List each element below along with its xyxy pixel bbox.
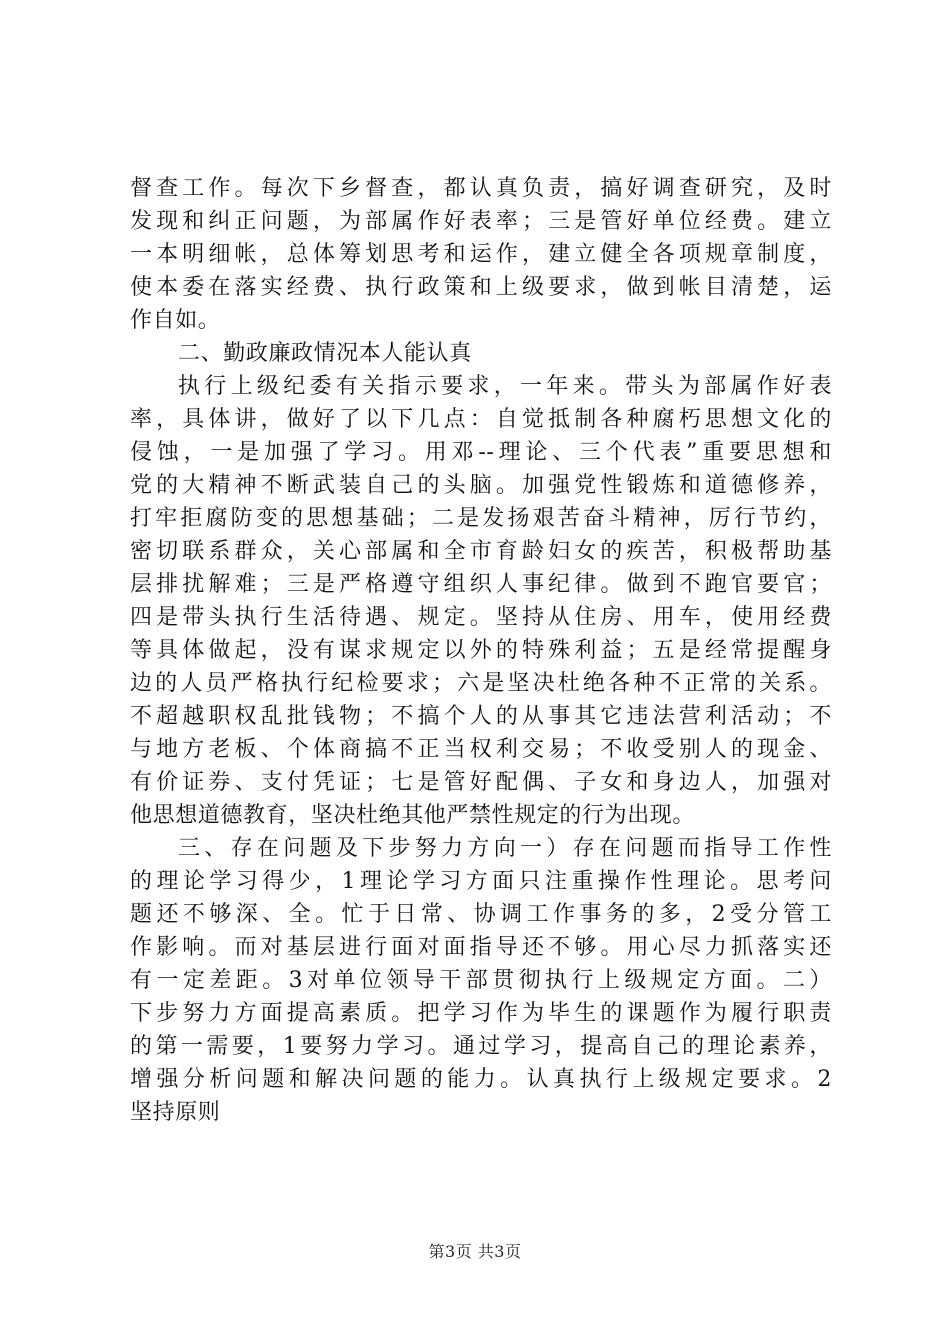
page-footer: 第3页 共3页 xyxy=(428,1242,522,1261)
text-line: 打牢拒腐防变的思想基础；二是发扬艰苦奋斗精神，厉行节约， xyxy=(130,506,832,531)
text-line: 党的大精神不断武装自己的头脑。加强党性锻炼和道德修养， xyxy=(130,473,832,498)
text-line: 下步努力方面提高素质。把学习作为毕生的课题作为履行职责 xyxy=(130,1001,832,1026)
text-line: 作影响。而对基层进行面对面指导还不够。用心尽力抓落实还 xyxy=(130,935,832,960)
text-line: 执行上级纪委有关指示要求，一年来。带头为部属作好表 xyxy=(178,374,832,399)
text-line: 督查工作。每次下乡督查，都认真负责，搞好调查研究，及时 xyxy=(130,176,832,201)
text-line: 坚持原则 xyxy=(130,1100,221,1125)
text-line: 题还不够深、全。忙于日常、协调工作事务的多，2受分管工 xyxy=(130,902,832,927)
text-line: 有一定差距。3对单位领导干部贯彻执行上级规定方面。二） xyxy=(130,968,832,993)
text-line: 增强分析问题和解决问题的能力。认真执行上级规定要求。2 xyxy=(130,1067,832,1092)
text-line: 发现和纠正问题，为部属作好表率；三是管好单位经费。建立 xyxy=(130,209,832,234)
text-line: 一本明细帐，总体筹划思考和运作，建立健全各项规章制度， xyxy=(130,242,832,267)
text-line: 密切联系群众，关心部属和全市育龄妇女的疾苦，积极帮助基 xyxy=(130,539,832,564)
text-line: 有价证券、支付凭证；七是管好配偶、子女和身边人，加强对 xyxy=(130,770,832,795)
section-heading: 三、存在问题及下步努力方向一）存在问题而指导工作性 xyxy=(178,836,832,861)
text-line: 四是带头执行生活待遇、规定。坚持从住房、用车，使用经费 xyxy=(130,605,832,630)
text-line: 率，具体讲，做好了以下几点：自觉抵制各种腐朽思想文化的 xyxy=(130,407,832,432)
text-line: 的第一需要，1要努力学习。通过学习，提高自己的理论素养， xyxy=(130,1034,832,1059)
text-line: 作自如。 xyxy=(130,308,221,333)
text-line: 与地方老板、个体商搞不正当权利交易；不收受别人的现金、 xyxy=(130,737,832,762)
text-line: 使本委在落实经费、执行政策和上级要求，做到帐目清楚，运 xyxy=(130,275,832,300)
text-line: 边的人员严格执行纪检要求；六是坚决杜绝各种不正常的关系。 xyxy=(130,671,832,696)
text-line: 等具体做起，没有谋求规定以外的特殊利益；五是经常提醒身 xyxy=(130,638,832,663)
body-text xyxy=(130,172,832,1129)
text-line: 不超越职权乱批钱物；不搞个人的从事其它违法营利活动；不 xyxy=(130,704,832,729)
section-heading: 二、勤政廉政情况本人能认真 xyxy=(178,341,472,366)
text-line: 他思想道德教育，坚决杜绝其他严禁性规定的行为出现。 xyxy=(130,803,696,828)
text-line: 侵蚀，一是加强了学习。用邓--理论、三个代表”重要思想和 xyxy=(130,440,832,465)
text-line: 层排扰解难；三是严格遵守组织人事纪律。做到不跑官要官； xyxy=(130,572,832,597)
text-line: 的理论学习得少，1理论学习方面只注重操作性理论。思考问 xyxy=(130,869,832,894)
